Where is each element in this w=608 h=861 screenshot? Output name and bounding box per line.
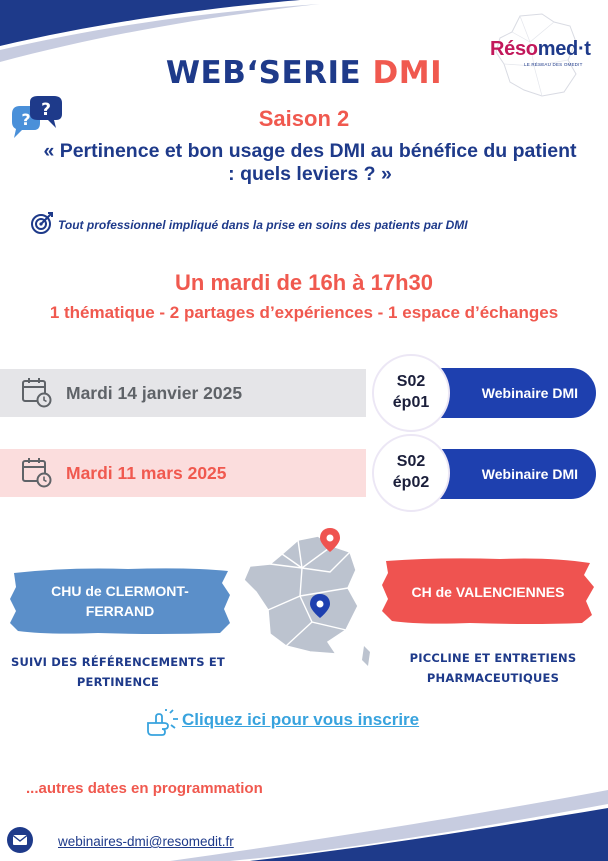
france-map-icon: [240, 526, 376, 676]
signup-link[interactable]: Cliquez ici pour vous inscrire: [182, 710, 420, 729]
episode-badge: [372, 354, 450, 432]
season-label: Saison 2: [258, 106, 350, 131]
other-dates-note: ...autres dates en programmation: [26, 780, 263, 797]
webinar-badge: Webinaire DMI: [440, 368, 596, 418]
episode-code: ép01: [392, 394, 430, 411]
speaker-name-1: CHU de CLERMONT-FERRAND: [51, 583, 189, 619]
svg-text:?: ?: [21, 110, 31, 129]
season-code: S02: [396, 373, 426, 391]
episode-code: ép02: [392, 474, 430, 491]
click-hand-icon: [146, 709, 180, 737]
speaker-name-2: CH de VALENCIENNES: [411, 584, 565, 600]
logo-name: Résomed·t: [490, 38, 591, 60]
schedule-format: 1 thématique - 2 partages d’expériences - 1 espace d’échanges: [49, 303, 559, 322]
target-icon: [30, 211, 54, 235]
mail-icon: [6, 826, 34, 854]
svg-text:?: ?: [41, 100, 51, 120]
webinar-theme: « Pertinence et bon usage des DMI au bénéfice du patient : quels leviers ? »: [43, 140, 577, 185]
session-date: Mardi 14 janvier 2025: [66, 383, 243, 403]
schedule-time: Un mardi de 16h à 17h30: [175, 270, 433, 295]
calendar-icon: [20, 376, 52, 408]
webinar-badge: Webinaire DMI: [440, 449, 596, 499]
page-title: WEB‘SERIE DMI: [165, 55, 443, 91]
session-date: Mardi 11 mars 2025: [66, 463, 227, 483]
contact-email-link[interactable]: webinaires-dmi@resomedit.fr: [58, 834, 234, 849]
episode-badge: [372, 434, 450, 512]
season-code: S02: [396, 453, 426, 471]
speaker-topic-2: PICCLINE ET ENTRETIENS PHARMACEUTIQUES: [409, 651, 577, 686]
calendar-icon: [20, 456, 52, 488]
speaker-topic-1: SUIVI DES RÉFÉRENCEMENTS ET PERTINENCE: [11, 655, 225, 690]
target-audience: Tout professionnel impliqué dans la prise en soins des patients par DMI: [58, 218, 468, 232]
logo-tagline: LE RÉSEAU DES OMEDIT: [524, 62, 583, 67]
